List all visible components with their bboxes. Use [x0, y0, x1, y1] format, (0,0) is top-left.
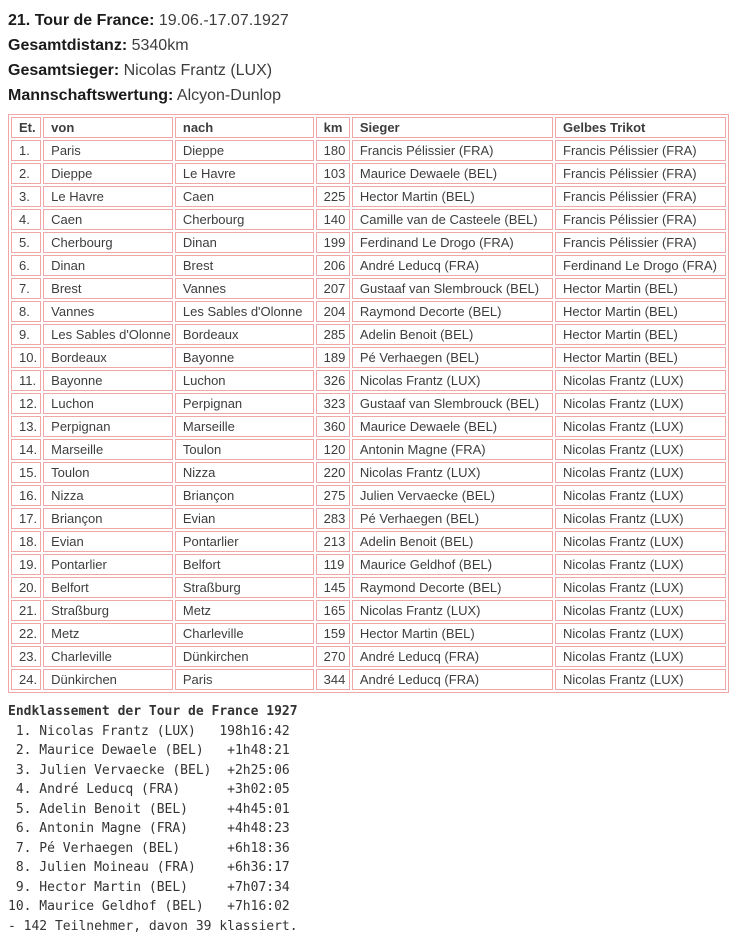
cell-gelbes-trikot: Nicolas Frantz (LUX) — [555, 623, 726, 644]
cell-km: 199 — [316, 232, 350, 253]
cell-nach: Straßburg — [175, 577, 314, 598]
cell-nach: Metz — [175, 600, 314, 621]
cell-von: Les Sables d'Olonne — [43, 324, 173, 345]
cell-nach: Perpignan — [175, 393, 314, 414]
page-header — [8, 8, 729, 108]
stage-row — [11, 577, 726, 598]
cell-km: 270 — [316, 646, 350, 667]
stage-row — [11, 301, 726, 322]
total-distance-label: Gesamtdistanz: — [8, 37, 128, 54]
final-classification-entry: 4. André Leducq (FRA) +3h02:05 — [8, 782, 290, 797]
stage-row — [11, 485, 726, 506]
cell-et: 23. — [11, 646, 41, 667]
cell-et: 2. — [11, 163, 41, 184]
cell-von: Belfort — [43, 577, 173, 598]
stage-row — [11, 531, 726, 552]
stage-table — [8, 114, 729, 693]
cell-nach: Caen — [175, 186, 314, 207]
cell-gelbes-trikot: Nicolas Frantz (LUX) — [555, 462, 726, 483]
final-classification-entry: 8. Julien Moineau (FRA) +6h36:17 — [8, 860, 290, 875]
cell-von: Bordeaux — [43, 347, 173, 368]
cell-sieger: André Leducq (FRA) — [352, 646, 553, 667]
cell-sieger: Gustaaf van Slembrouck (BEL) — [352, 278, 553, 299]
cell-sieger: Francis Pélissier (FRA) — [352, 140, 553, 161]
cell-von: Toulon — [43, 462, 173, 483]
cell-von: Marseille — [43, 439, 173, 460]
stage-row — [11, 209, 726, 230]
cell-gelbes-trikot: Francis Pélissier (FRA) — [555, 140, 726, 161]
team-classification-label: Mannschaftswertung: — [8, 87, 174, 104]
cell-von: Brest — [43, 278, 173, 299]
cell-sieger: Pé Verhaegen (BEL) — [352, 347, 553, 368]
cell-km: 283 — [316, 508, 350, 529]
cell-sieger: Maurice Geldhof (BEL) — [352, 554, 553, 575]
cell-et: 20. — [11, 577, 41, 598]
cell-et: 7. — [11, 278, 41, 299]
stage-row — [11, 140, 726, 161]
cell-sieger: Adelin Benoit (BEL) — [352, 531, 553, 552]
cell-et: 9. — [11, 324, 41, 345]
column-header-et: Et. — [11, 117, 41, 138]
stage-row — [11, 600, 726, 621]
stage-row — [11, 646, 726, 667]
cell-nach: Dieppe — [175, 140, 314, 161]
final-classification-entry: 2. Maurice Dewaele (BEL) +1h48:21 — [8, 743, 290, 758]
cell-sieger: Hector Martin (BEL) — [352, 623, 553, 644]
cell-et: 15. — [11, 462, 41, 483]
final-classification-list — [8, 722, 729, 917]
cell-sieger: Nicolas Frantz (LUX) — [352, 600, 553, 621]
cell-et: 16. — [11, 485, 41, 506]
cell-et: 10. — [11, 347, 41, 368]
stage-row — [11, 462, 726, 483]
cell-sieger: Nicolas Frantz (LUX) — [352, 370, 553, 391]
cell-sieger: Hector Martin (BEL) — [352, 186, 553, 207]
cell-von: Straßburg — [43, 600, 173, 621]
overall-winner-label: Gesamtsieger: — [8, 62, 120, 79]
column-header-gelbes-trikot: Gelbes Trikot — [555, 117, 726, 138]
cell-gelbes-trikot: Nicolas Frantz (LUX) — [555, 370, 726, 391]
cell-nach: Paris — [175, 669, 314, 690]
cell-sieger: Raymond Decorte (BEL) — [352, 577, 553, 598]
cell-gelbes-trikot: Nicolas Frantz (LUX) — [555, 439, 726, 460]
cell-gelbes-trikot: Nicolas Frantz (LUX) — [555, 393, 726, 414]
cell-von: Metz — [43, 623, 173, 644]
cell-nach: Evian — [175, 508, 314, 529]
cell-sieger: André Leducq (FRA) — [352, 255, 553, 276]
cell-von: Luchon — [43, 393, 173, 414]
cell-et: 22. — [11, 623, 41, 644]
cell-et: 17. — [11, 508, 41, 529]
cell-gelbes-trikot: Hector Martin (BEL) — [555, 278, 726, 299]
stage-row — [11, 324, 726, 345]
team-classification-value: Alcyon-Dunlop — [176, 87, 281, 104]
cell-et: 12. — [11, 393, 41, 414]
cell-von: Le Havre — [43, 186, 173, 207]
cell-gelbes-trikot: Nicolas Frantz (LUX) — [555, 508, 726, 529]
stage-row — [11, 347, 726, 368]
cell-nach: Les Sables d'Olonne — [175, 301, 314, 322]
column-header-von: von — [43, 117, 173, 138]
cell-km: 220 — [316, 462, 350, 483]
cell-nach: Le Havre — [175, 163, 314, 184]
cell-et: 8. — [11, 301, 41, 322]
stage-row — [11, 623, 726, 644]
cell-sieger: Antonin Magne (FRA) — [352, 439, 553, 460]
total-distance-value: 5340km — [131, 37, 189, 54]
cell-sieger: Nicolas Frantz (LUX) — [352, 462, 553, 483]
cell-et: 5. — [11, 232, 41, 253]
cell-sieger: Camille van de Casteele (BEL) — [352, 209, 553, 230]
cell-gelbes-trikot: Hector Martin (BEL) — [555, 324, 726, 345]
column-header-sieger: Sieger — [352, 117, 553, 138]
cell-von: Paris — [43, 140, 173, 161]
cell-gelbes-trikot: Nicolas Frantz (LUX) — [555, 577, 726, 598]
cell-nach: Dünkirchen — [175, 646, 314, 667]
cell-km: 120 — [316, 439, 350, 460]
cell-gelbes-trikot: Hector Martin (BEL) — [555, 301, 726, 322]
cell-von: Bayonne — [43, 370, 173, 391]
cell-nach: Cherbourg — [175, 209, 314, 230]
cell-von: Briançon — [43, 508, 173, 529]
cell-nach: Luchon — [175, 370, 314, 391]
cell-nach: Vannes — [175, 278, 314, 299]
final-classification-entry: 3. Julien Vervaecke (BEL) +2h25:06 — [8, 762, 290, 778]
cell-von: Cherbourg — [43, 232, 173, 253]
cell-et: 11. — [11, 370, 41, 391]
cell-km: 204 — [316, 301, 350, 322]
cell-et: 3. — [11, 186, 41, 207]
stage-row — [11, 255, 726, 276]
cell-nach: Marseille — [175, 416, 314, 437]
cell-sieger: Pé Verhaegen (BEL) — [352, 508, 553, 529]
cell-et: 6. — [11, 255, 41, 276]
cell-von: Charleville — [43, 646, 173, 667]
cell-et: 14. — [11, 439, 41, 460]
cell-gelbes-trikot: Nicolas Frantz (LUX) — [555, 485, 726, 506]
overall-winner-value: Nicolas Frantz (LUX) — [123, 62, 273, 79]
cell-km: 275 — [316, 485, 350, 506]
final-classification-entry: 6. Antonin Magne (FRA) +4h48:23 — [8, 821, 290, 836]
cell-gelbes-trikot: Nicolas Frantz (LUX) — [555, 600, 726, 621]
cell-km: 285 — [316, 324, 350, 345]
stage-row — [11, 370, 726, 391]
stage-row — [11, 439, 726, 460]
tour-title-line — [8, 8, 729, 33]
cell-km: 180 — [316, 140, 350, 161]
cell-sieger: Raymond Decorte (BEL) — [352, 301, 553, 322]
stage-row — [11, 232, 726, 253]
total-distance-line — [8, 33, 729, 58]
stage-row — [11, 163, 726, 184]
stage-row — [11, 669, 726, 690]
final-classification-entry: 10. Maurice Geldhof (BEL) +7h16:02 — [8, 899, 290, 914]
stage-row — [11, 186, 726, 207]
stage-table-header-row — [11, 117, 726, 138]
cell-km: 103 — [316, 163, 350, 184]
cell-von: Perpignan — [43, 416, 173, 437]
final-classification-entry: 9. Hector Martin (BEL) +7h07:34 — [8, 879, 290, 895]
cell-von: Pontarlier — [43, 554, 173, 575]
cell-von: Dünkirchen — [43, 669, 173, 690]
final-classification-entry: 7. Pé Verhaegen (BEL) +6h18:36 — [8, 840, 290, 856]
cell-et: 24. — [11, 669, 41, 690]
cell-km: 189 — [316, 347, 350, 368]
overall-winner-line — [8, 58, 729, 83]
cell-et: 18. — [11, 531, 41, 552]
stage-row — [11, 554, 726, 575]
cell-nach: Dinan — [175, 232, 314, 253]
cell-km: 206 — [316, 255, 350, 276]
stage-row — [11, 393, 726, 414]
cell-sieger: Gustaaf van Slembrouck (BEL) — [352, 393, 553, 414]
cell-km: 344 — [316, 669, 350, 690]
cell-km: 326 — [316, 370, 350, 391]
cell-km: 207 — [316, 278, 350, 299]
team-classification-line — [8, 83, 729, 108]
cell-nach: Pontarlier — [175, 531, 314, 552]
cell-sieger: Maurice Dewaele (BEL) — [352, 416, 553, 437]
cell-et: 19. — [11, 554, 41, 575]
cell-nach: Briançon — [175, 485, 314, 506]
column-header-nach: nach — [175, 117, 314, 138]
stage-row — [11, 278, 726, 299]
final-classification-entry: 5. Adelin Benoit (BEL) +4h45:01 — [8, 801, 290, 817]
cell-gelbes-trikot: Francis Pélissier (FRA) — [555, 163, 726, 184]
tour-title-value: 19.06.-17.07.1927 — [158, 12, 289, 29]
cell-von: Dinan — [43, 255, 173, 276]
cell-gelbes-trikot: Nicolas Frantz (LUX) — [555, 646, 726, 667]
cell-gelbes-trikot: Francis Pélissier (FRA) — [555, 232, 726, 253]
cell-et: 1. — [11, 140, 41, 161]
cell-sieger: André Leducq (FRA) — [352, 669, 553, 690]
cell-gelbes-trikot: Nicolas Frantz (LUX) — [555, 416, 726, 437]
cell-et: 13. — [11, 416, 41, 437]
cell-nach: Belfort — [175, 554, 314, 575]
participants-footnote: - 142 Teilnehmer, davon 39 klassiert. — [8, 918, 298, 934]
cell-gelbes-trikot: Nicolas Frantz (LUX) — [555, 669, 726, 690]
cell-von: Evian — [43, 531, 173, 552]
cell-sieger: Adelin Benoit (BEL) — [352, 324, 553, 345]
stage-row — [11, 416, 726, 437]
cell-gelbes-trikot: Hector Martin (BEL) — [555, 347, 726, 368]
final-classification-entry: 1. Nicolas Frantz (LUX) 198h16:42 — [8, 723, 290, 739]
final-classification — [8, 702, 729, 936]
cell-km: 165 — [316, 600, 350, 621]
cell-km: 323 — [316, 393, 350, 414]
cell-km: 140 — [316, 209, 350, 230]
cell-sieger: Ferdinand Le Drogo (FRA) — [352, 232, 553, 253]
cell-sieger: Maurice Dewaele (BEL) — [352, 163, 553, 184]
cell-von: Dieppe — [43, 163, 173, 184]
cell-nach: Charleville — [175, 623, 314, 644]
cell-nach: Toulon — [175, 439, 314, 460]
cell-km: 145 — [316, 577, 350, 598]
cell-von: Vannes — [43, 301, 173, 322]
cell-gelbes-trikot: Francis Pélissier (FRA) — [555, 209, 726, 230]
cell-von: Nizza — [43, 485, 173, 506]
cell-nach: Brest — [175, 255, 314, 276]
stage-row — [11, 508, 726, 529]
tour-title-label: 21. Tour de France: — [8, 12, 155, 29]
cell-km: 360 — [316, 416, 350, 437]
cell-km: 119 — [316, 554, 350, 575]
cell-et: 21. — [11, 600, 41, 621]
cell-nach: Bordeaux — [175, 324, 314, 345]
cell-gelbes-trikot: Nicolas Frantz (LUX) — [555, 531, 726, 552]
final-classification-title: Endklassement der Tour de France 1927 — [8, 704, 298, 719]
cell-km: 213 — [316, 531, 350, 552]
cell-nach: Bayonne — [175, 347, 314, 368]
cell-sieger: Julien Vervaecke (BEL) — [352, 485, 553, 506]
cell-et: 4. — [11, 209, 41, 230]
column-header-km: km — [316, 117, 350, 138]
cell-gelbes-trikot: Nicolas Frantz (LUX) — [555, 554, 726, 575]
cell-gelbes-trikot: Francis Pélissier (FRA) — [555, 186, 726, 207]
cell-von: Caen — [43, 209, 173, 230]
cell-nach: Nizza — [175, 462, 314, 483]
cell-km: 225 — [316, 186, 350, 207]
cell-km: 159 — [316, 623, 350, 644]
cell-gelbes-trikot: Ferdinand Le Drogo (FRA) — [555, 255, 726, 276]
